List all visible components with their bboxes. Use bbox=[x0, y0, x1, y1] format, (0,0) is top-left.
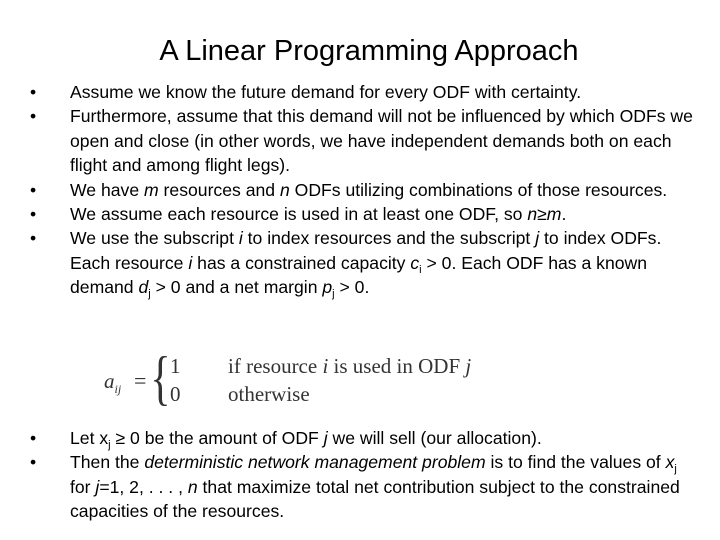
bullet-dot: • bbox=[30, 179, 37, 200]
bullet-text: Furthermore, assume that this demand will not be influenced by which ODFs we open and close (in other words, we have independent demands both on each flight and among flight legs). bbox=[70, 106, 693, 176]
formula-brace: { bbox=[150, 345, 171, 411]
case-zero-condition: otherwise bbox=[228, 382, 310, 406]
formula-equals: = bbox=[134, 368, 147, 393]
bullet-item bbox=[0, 450, 700, 523]
bullet-text: Assume we know the future demand for every ODF with certainty. bbox=[70, 82, 582, 102]
bullet-dot: • bbox=[30, 452, 37, 473]
var-x: x bbox=[665, 452, 675, 473]
bullet-text: We have m resources and n ODFs utilizing combinations of those resources. bbox=[70, 179, 668, 200]
var-m: m bbox=[144, 179, 159, 200]
bullet-dot: • bbox=[30, 428, 37, 448]
var-p: p bbox=[322, 277, 333, 298]
bullet-list-top bbox=[0, 80, 700, 300]
bullet-item bbox=[0, 226, 700, 299]
bullet-item bbox=[0, 202, 700, 226]
var-n: n bbox=[279, 179, 290, 200]
var-d: d bbox=[138, 277, 149, 298]
bullet-item bbox=[0, 104, 700, 177]
bullet-item bbox=[0, 426, 700, 450]
bullet-dot: • bbox=[30, 106, 37, 127]
bullet-text: Then the deterministic network management problem is to find the values of $x_j$ for j=1, 2, . . . , n that maximize total net contribution subject to the constrained capacities of the resources. bbox=[70, 452, 680, 522]
bullet-text: We use the subscript i to index resources and the subscript j to index ODFs. Each resource i has a constrained capacity $c_i > 0$. Each ODF has a known demand $d_j > 0$ and a net margin $p_j > 0$. bbox=[70, 228, 662, 301]
case-zero-value: 0 bbox=[170, 382, 181, 406]
formula-lhs: $a_{ij}$ bbox=[104, 369, 122, 396]
var-x: x bbox=[99, 428, 109, 448]
slide-title: A Linear Programming Approach bbox=[159, 35, 579, 67]
bullet-list-bottom bbox=[0, 426, 700, 524]
case-one-value: 1 bbox=[170, 354, 181, 378]
bullet-dot: • bbox=[30, 204, 37, 225]
emphasized-term: deterministic network management problem bbox=[144, 452, 486, 473]
bullet-dot: • bbox=[30, 228, 37, 249]
bullet-item bbox=[0, 178, 700, 202]
indicator-formula bbox=[104, 345, 504, 412]
bullet-text: We assume each resource is used in at least one ODF, so n≥m. bbox=[70, 204, 567, 225]
bullet-text: Let $x_j \ge 0$ be the amount of ODF j we will sell (our allocation). bbox=[70, 428, 542, 451]
case-one-condition: if resource i is used in ODF j bbox=[228, 354, 472, 378]
bullet-dot: • bbox=[30, 82, 37, 102]
bullet-item bbox=[0, 80, 700, 104]
var-c: c bbox=[410, 252, 420, 273]
relation-n-ge-m: n≥m bbox=[527, 204, 562, 225]
